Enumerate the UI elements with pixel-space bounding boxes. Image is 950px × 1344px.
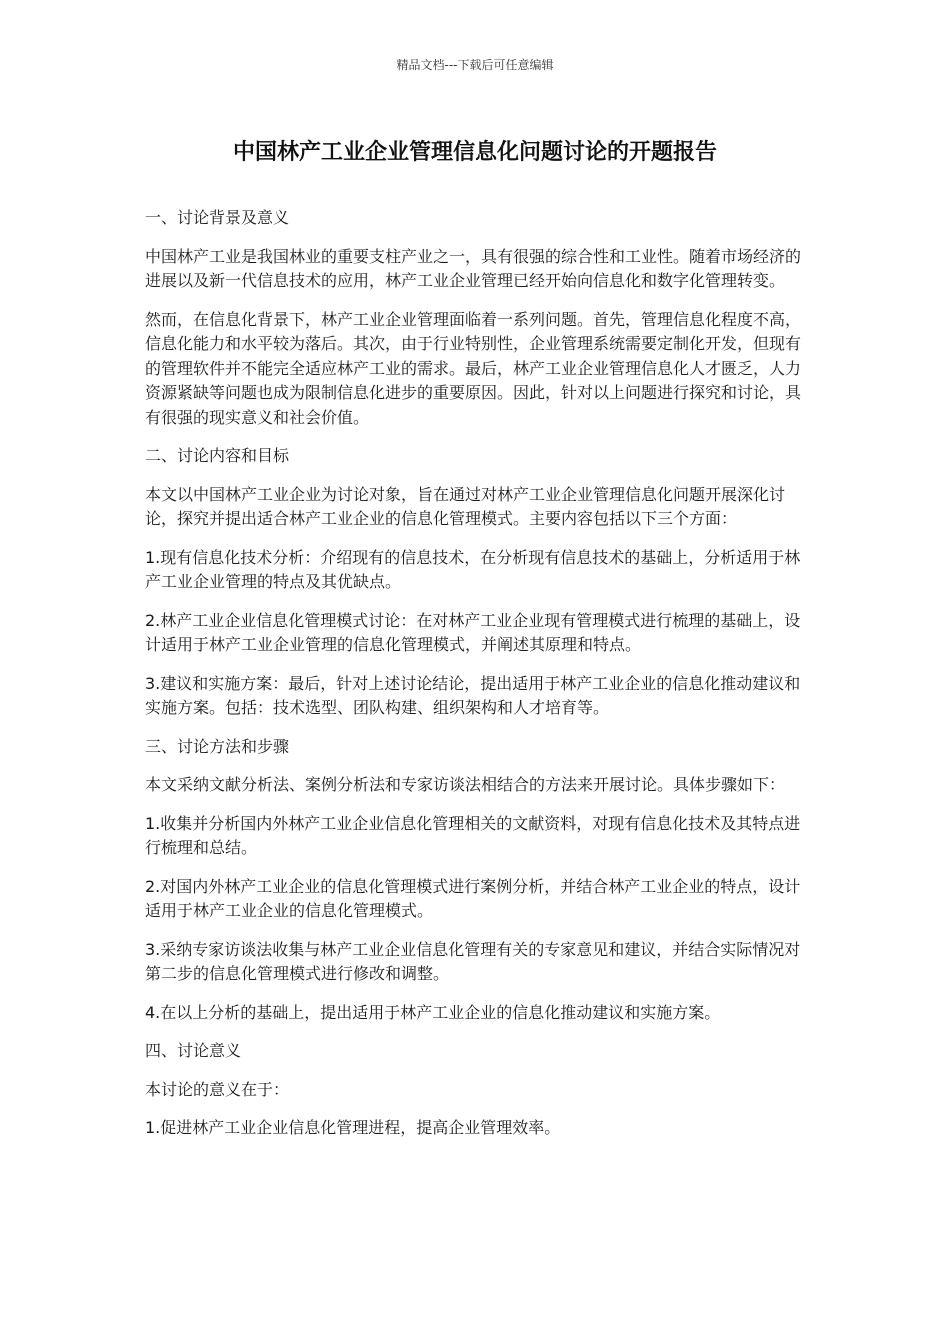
list-item: 1.促进林产工业企业信息化管理进程，提高企业管理效率。 <box>145 1118 561 1137</box>
list-item: 1.收集并分析国内外林产工业企业信息化管理相关的文献资料，对现有信息化技术及其特点进行梳理和总结。 <box>145 813 801 857</box>
list-item: 2.林产工业企业信息化管理模式讨论：在对林产工业企业现有管理模式进行梳理的基础上，设计适用于林产工业企业管理的信息化管理模式，并阐述其原理和特点。 <box>145 610 801 654</box>
section-heading-significance: 四、讨论意义 <box>145 1041 242 1060</box>
list-item: 3.建议和实施方案：最后，针对上述讨论结论，提出适用于林产工业企业的信息化推动建议和实施方案。包括：技术选型、团队构建、组织架构和人才培育等。 <box>145 673 801 717</box>
section-heading-method: 三、讨论方法和步骤 <box>145 736 290 756</box>
paragraph: 本文采纳文献分析法、案例分析法和专家访谈法相结合的方法来开展讨论。具体步骤如下： <box>145 775 786 794</box>
page-header-note: 精品文档---下载后可任意编辑 <box>396 58 554 72</box>
section-heading-background: 一、讨论背景及意义 <box>145 208 290 227</box>
paragraph: 本讨论的意义在于： <box>145 1079 290 1099</box>
document-body <box>145 206 805 1155</box>
list-item: 4.在以上分析的基础上，提出适用于林产工业企业的信息化推动建议和实施方案。 <box>145 1002 721 1022</box>
paragraph: 中国林产工业是我国林业的重要支柱产业之一，具有很强的综合性和工业性。随着市场经济的进展以及新一代信息技术的应用，林产工业企业管理已经开始向信息化和数字化管理转变。 <box>145 246 802 290</box>
paragraph: 本文以中国林产工业企业为讨论对象，旨在通过对林产工业企业管理信息化问题开展深化讨论，探究并提出适合林产工业企业的信息化管理模式。主要内容包括以下三个方面： <box>145 484 786 528</box>
document-title: 中国林产工业企业管理信息化问题讨论的开题报告 <box>232 140 717 165</box>
list-item: 1.现有信息化技术分析：介绍现有的信息技术，在分析现有信息技术的基础上，分析适用于林产工业企业管理的特点及其优缺点。 <box>145 547 801 591</box>
list-item: 3.采纳专家访谈法收集与林产工业企业信息化管理有关的专家意见和建议，并结合实际情况对第二步的信息化管理模式进行修改和调整。 <box>145 939 801 983</box>
list-item: 2.对国内外林产工业企业的信息化管理模式进行案例分析，并结合林产工业企业的特点，设计适用于林产工业企业的信息化管理模式。 <box>145 876 801 920</box>
section-heading-content: 二、讨论内容和目标 <box>145 446 290 465</box>
paragraph: 然而，在信息化背景下，林产工业企业管理面临着一系列问题。首先，管理信息化程度不高，信息化能力和水平较为落后。其次，由于行业特别性，企业管理系统需要定制化开发，但现有的管理软件并不能完全适应林产工业的需求。最后，林产工业企业管理信息化人才匮乏，人力资源紧缺等问题也成为限制信息化进步的重要原因。因此，针对以上问题进行探究和讨论，具有很强的现实意义和社会价值。 <box>145 309 802 427</box>
